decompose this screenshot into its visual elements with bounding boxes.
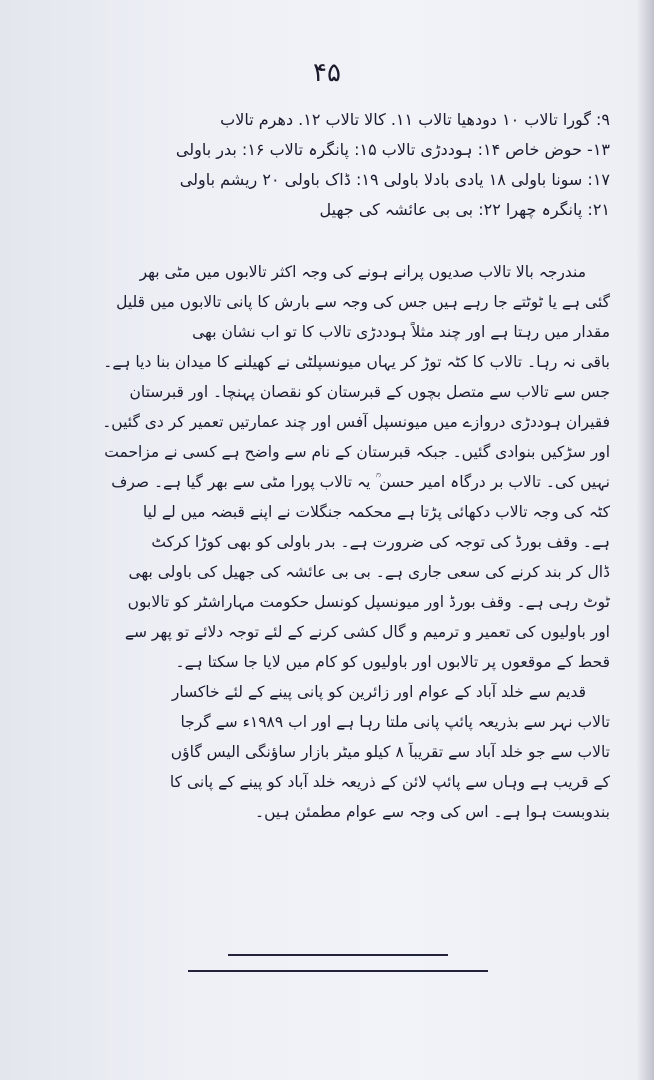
- page-number: ۴۵: [313, 58, 341, 88]
- paragraph-line: اور سڑکیں بنوادی گئیں۔ جبکہ قبرستان کے نام سے واضح ہے کسی نے مزاحمت: [104, 443, 610, 461]
- paragraph-line: تالاب سے جو خلد آباد سے تقریباً ۸ کیلو میٹر بازار ساؤنگی الیس گاؤں: [170, 743, 610, 761]
- paragraph-line: ڈال کر بند کرنے کی سعی جاری ہے۔ بی بی عائشہ کی جھیل کی باولی بھی: [128, 563, 610, 581]
- paragraph-line: تالاب نہر سے بذریعہ پائپ پانی ملتا رہا ہے اور اب ۱۹۸۹ء سے گرجا: [180, 713, 610, 731]
- paragraph-line: جس سے تالاب سے متصل بچوں کے قبرستان کو نقصان پہنچا۔ اور قبرستان: [129, 383, 610, 401]
- paragraph-line: کٹہ کی وجہ تالاب دکھائی پڑتا ہے محکمہ جنگلات نے اپنے قبضہ میں لے لیا: [142, 503, 610, 521]
- paragraph-line: قحط کے موقعوں پر تالابوں اور باولیوں کو کام میں لایا جا سکتا ہے۔: [175, 653, 610, 671]
- list-line: ۱۷: سونا باولی ۱۸ یادی بادلا باولی ۱۹: ڈاک باولی ۲۰ ریشم باولی: [179, 170, 610, 189]
- page-edge-shadow: [636, 0, 654, 1080]
- list-line: ۲۱: پانگرہ چھرا ۲۲: بی بی عائشہ کی جھیل: [319, 200, 610, 219]
- paragraph-line: ٹوٹ رہی ہے۔ وقف بورڈ اور میونسپل کونسل حکومت مہاراشٹر کو تالابوں: [127, 593, 610, 611]
- closing-rule-bottom: [188, 970, 488, 972]
- closing-rule-top: [228, 954, 448, 956]
- paragraph-line: کے قریب ہے وہاں سے پائپ لائن کے ذریعہ خلد آباد کو پینے کے پانی کا: [169, 773, 610, 791]
- paragraph-line: گئی ہے یا ٹوٹتے جا رہے ہیں جس کی وجہ سے بارش کا پانی تالابوں میں قلیل: [116, 293, 610, 311]
- paragraph-line: باقی نہ رہا۔ تالاب کا کٹہ توڑ کر یہاں میونسپلٹی نے کھیلنے کا میدان بنا دیا ہے۔: [103, 353, 610, 371]
- list-line: ۹: گورا تالاب ۱۰ دودھیا تالاب ۱۱. کالا تالاب ۱۲. دھرم تالاب: [220, 110, 610, 129]
- paragraph-line: فقیران ہوددڑی دروازے میں میونسپل آفس اور چند عمارتیں تعمیر کر دی گئیں۔: [102, 413, 610, 431]
- body-paragraphs: [40, 262, 610, 832]
- paragraph-line: ہے۔ وقف بورڈ کی توجہ کی ضرورت ہے۔ بدر باولی کو بھی کوڑا کرکٹ: [151, 533, 610, 551]
- tank-list: [40, 110, 610, 230]
- paragraph-line: بندوبست ہوا ہے۔ اس کی وجہ سے عوام مطمئن ہیں۔: [255, 803, 610, 821]
- paragraph-line: مقدار میں رہتا ہے اور چند مثلاً ہوددڑی تالاب کا تو اب نشان بھی: [192, 323, 610, 341]
- paragraph-line: مندرجہ بالا تالاب صدیوں پرانے ہونے کی وجہ اکثر تالابوں میں مٹی بھر: [139, 263, 586, 281]
- paragraph-line: نہیں کی۔ تالاب بر درگاہ امیر حسن ؒ یہ تالاب پورا مٹی سے بھر گیا ہے۔ صرف: [111, 473, 610, 491]
- paragraph-line: اور باولیوں کی تعمیر و ترمیم و گال کشی کرنے کے لئے توجہ دلائے تو پھر سے: [124, 623, 610, 641]
- list-line: ۱۳- حوض خاص ۱۴: ہوددڑی تالاب ۱۵: پانگرہ تالاب ۱۶: بدر باولی: [175, 140, 610, 159]
- paragraph-line: قدیم سے خلد آباد کے عوام اور زائرین کو پانی پینے کے لئے خاکسار: [171, 683, 586, 701]
